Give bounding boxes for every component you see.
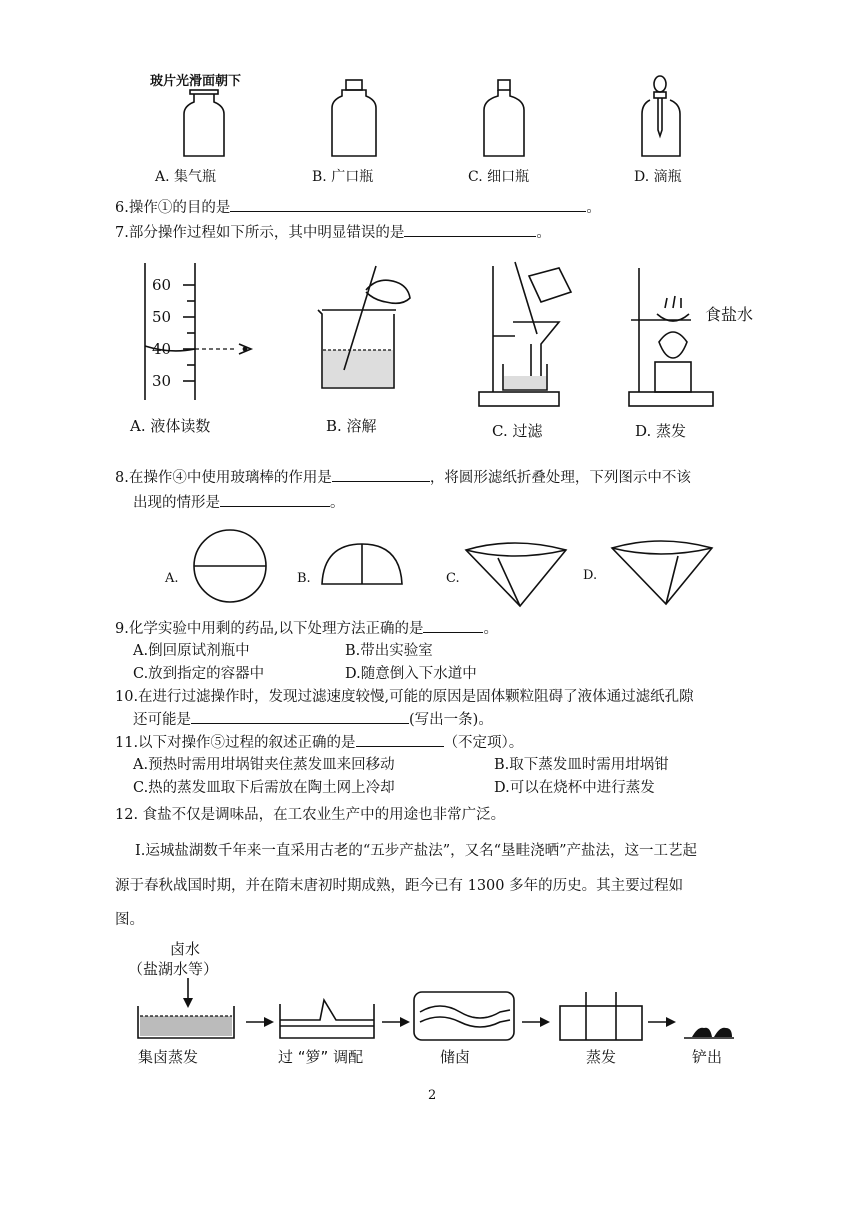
dropper-bottle-icon [638,74,688,160]
q9-option-b: B.带出实验室 [345,643,433,659]
option-c-narrow-bottle: C. 细口瓶 [468,169,530,185]
step-evaporate: 蒸发 [586,1048,617,1066]
question-10-line1: 10.在进行过滤操作时，发现过滤速度较慢,可能的原因是固体颗粒阻碍了液体通过滤纸孔隙 [115,689,694,705]
step-sieve-mix: 过 “箩” 调配 [278,1048,364,1066]
narrow-mouth-bottle-icon [480,78,530,160]
flow-diagram [130,976,750,1046]
q12-paragraph-line1: I.运城盐湖数千年来一直采用古老的“五步产盐法”，又名“垦畦浇晒”产盐法，这一工艺起 [135,843,697,859]
evaporation-setup-figure [625,262,725,414]
question-10-line2: 还可能是 (写出一条)。 [133,708,493,729]
filter-paper-cone-d-figure [608,536,718,608]
q9-option-c: C.放到指定的容器中 [133,666,265,682]
step-store-brine: 储卤 [440,1048,471,1066]
page-number: 2 [428,1088,437,1103]
cylinder-tick-40: 40 [152,340,172,358]
cylinder-tick-60: 60 [152,276,172,294]
step-collect-brine: 集卤蒸发 [138,1048,199,1066]
question-8-line2: 出现的情形是 。 [133,491,345,512]
salt-water-label: 食盐水 [705,305,754,324]
q8-answer-blank-1[interactable] [332,467,430,482]
q12-paragraph-line3: 图。 [115,912,144,928]
gas-collecting-bottle-icon [180,88,230,160]
q11-option-a: A.预热时需用坩埚钳夹住蒸发皿来回移动 [133,757,395,773]
q11-option-d: D.可以在烧杯中进行蒸发 [494,780,655,796]
beaker-dissolving-figure [312,262,412,392]
q8-answer-blank-2[interactable] [220,492,330,507]
brine-label: 卤水 [170,940,201,958]
filtration-setup-figure [475,258,585,414]
q12-paragraph-line2: 源于春秋战国时期，并在隋末唐初时期成熟，距今已有 1300 多年的历史。其主要过程如 [115,878,684,894]
filter-paper-half-figure [318,540,408,590]
option-b-wide-bottle: B. 广口瓶 [312,169,374,185]
question-7: 7.部分操作过程如下所示，其中明显错误的是 。 [115,221,551,242]
q10-answer-blank[interactable] [191,709,409,724]
q9-option-a: A.倒回原试剂瓶中 [133,643,250,659]
q11-option-c: C.热的蒸发皿取下后需放在陶土网上冷却 [133,780,395,796]
q9-option-d: D.随意倒入下水道中 [345,666,477,682]
operation-c-label: C. 过滤 [492,422,543,440]
filter-option-a: A. [165,571,179,586]
glass-slide-note: 玻片光滑面朝下 [150,74,242,89]
brine-note-label: （盐湖水等） [128,960,219,978]
operation-a-label: A. 液体读数 [130,417,211,435]
q7-answer-blank[interactable] [404,222,536,237]
cylinder-tick-50: 50 [152,308,172,326]
filter-paper-circle-figure [186,528,276,608]
filter-option-c: C. [446,571,460,586]
option-a-gas-bottle: A. 集气瓶 [155,169,217,185]
wide-mouth-bottle-icon [330,78,380,160]
filter-paper-cone-c-figure [462,538,572,610]
q11-option-b: B.取下蒸发皿时需用坩埚钳 [494,757,669,773]
question-8-line1: 8.在操作④中使用玻璃棒的作用是 ，将圆形滤纸折叠处理，下列图示中不该 [115,466,691,487]
operation-b-label: B. 溶解 [326,417,377,435]
step-shovel-out: 铲出 [692,1048,723,1066]
question-12-title: 12. 食盐不仅是调味品，在工农业生产中的用途也非常广泛。 [115,807,506,823]
question-11: 11.以下对操作⑤过程的叙述正确的是 （不定项）。 [115,731,523,752]
question-9: 9.化学实验中用剩的药品,以下处理方法正确的是 。 [115,617,498,638]
q11-answer-blank[interactable] [356,732,444,747]
q6-answer-blank[interactable] [230,197,586,212]
operation-d-label: D. 蒸发 [635,422,687,440]
filter-option-b: B. [297,571,311,586]
option-d-dropper-bottle: D. 滴瓶 [634,169,682,185]
question-6: 6.操作①的目的是 。 [115,196,601,217]
q9-answer-blank[interactable] [423,618,483,633]
filter-option-d: D. [583,568,598,583]
cylinder-tick-30: 30 [152,372,172,390]
